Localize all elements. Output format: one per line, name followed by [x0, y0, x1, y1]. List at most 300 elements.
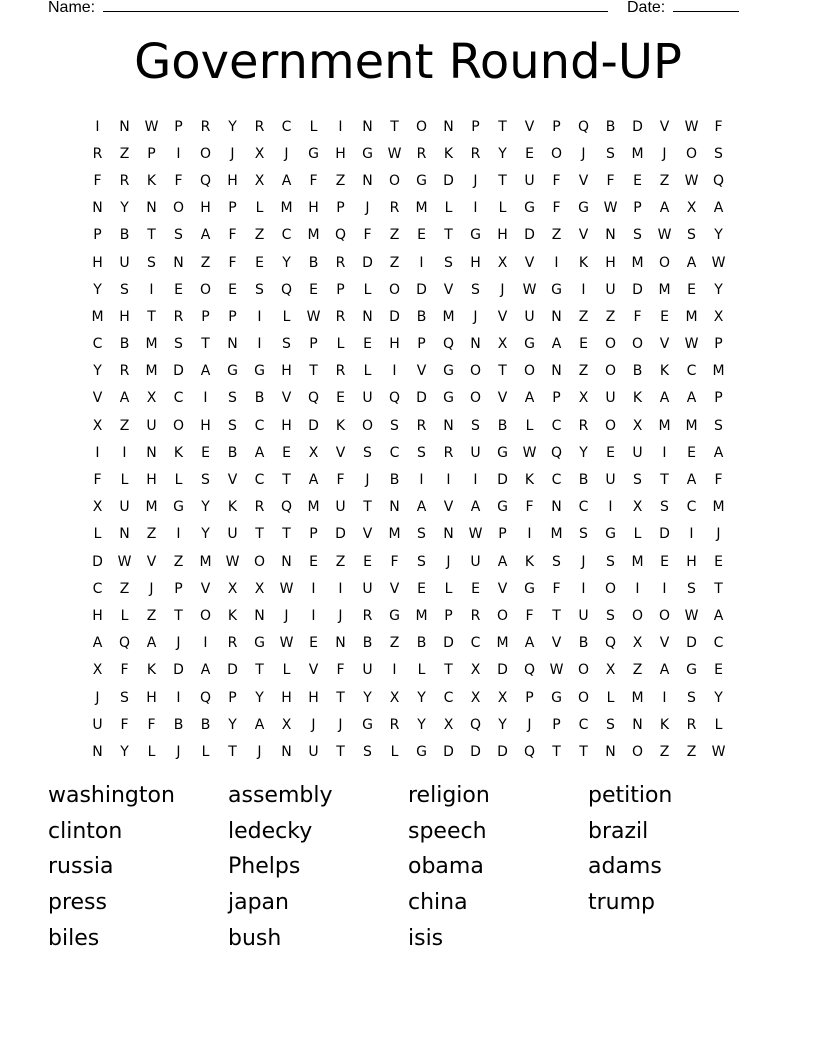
grid-letter: E [201, 444, 210, 461]
grid-letter: T [390, 118, 399, 135]
grid-letter: Y [714, 281, 723, 298]
word-list-item: bush [228, 925, 282, 951]
grid-letter: E [336, 390, 345, 407]
grid-letter: A [524, 390, 535, 407]
grid-letter: M [658, 281, 671, 298]
grid-letter: R [470, 145, 481, 162]
grid-letter: V [335, 444, 346, 461]
grid-letter: K [524, 472, 535, 489]
word-list-item: adams [588, 854, 662, 880]
word-list-item: press [48, 890, 107, 916]
grid-letter: V [524, 118, 535, 135]
grid-letter: X [92, 499, 103, 516]
word-list [48, 778, 768, 956]
grid-letter: N [605, 227, 616, 244]
grid-letter: W [225, 553, 240, 570]
grid-letter: Y [714, 227, 723, 244]
date-blank-line [673, 11, 739, 12]
grid-letter: T [444, 662, 453, 679]
grid-letter: B [605, 118, 616, 135]
grid-letter: A [713, 607, 724, 624]
grid-letter: H [605, 254, 616, 271]
grid-letter: I [176, 689, 181, 706]
grid-letter: N [443, 118, 454, 135]
grid-letter: M [631, 145, 644, 162]
grid-letter: G [362, 145, 373, 162]
grid-letter: K [146, 662, 157, 679]
word-list-item: isis [408, 925, 444, 951]
grid-letter: G [551, 689, 562, 706]
grid-letter: I [446, 472, 451, 489]
grid-letter: B [416, 308, 427, 325]
grid-letter: I [581, 281, 586, 298]
grid-letter: U [308, 743, 319, 760]
grid-letter: N [227, 336, 238, 353]
grid-letter: A [200, 662, 211, 679]
grid-letter: V [524, 254, 535, 271]
grid-letter: T [309, 363, 318, 380]
word-list-item: washington [48, 783, 175, 809]
grid-letter: N [632, 716, 643, 733]
grid-letter: T [336, 689, 345, 706]
grid-letter: G [389, 607, 400, 624]
grid-letter: X [470, 689, 481, 706]
grid-letter: R [686, 716, 697, 733]
grid-letter: G [443, 363, 454, 380]
grid-letter: B [632, 363, 643, 380]
grid-letter: S [282, 336, 291, 353]
grid-letter: U [92, 716, 103, 733]
grid-letter: M [685, 308, 698, 325]
grid-letter: W [522, 281, 537, 298]
grid-letter: X [443, 716, 454, 733]
grid-letter: R [173, 308, 184, 325]
grid-letter: B [119, 227, 130, 244]
grid-letter: N [362, 308, 373, 325]
grid-letter: O [604, 580, 617, 597]
grid-letter: W [117, 553, 132, 570]
grid-letter: X [227, 580, 238, 597]
grid-letter: A [659, 200, 670, 217]
grid-letter: W [711, 743, 726, 760]
grid-letter: J [176, 635, 181, 652]
grid-letter: L [714, 716, 723, 733]
word-list-item: china [408, 890, 468, 916]
grid-letter: L [525, 417, 534, 434]
grid-letter: P [552, 390, 561, 407]
grid-letter: N [281, 743, 292, 760]
grid-letter: G [227, 363, 238, 380]
grid-letter: E [309, 281, 318, 298]
grid-letter: B [578, 635, 589, 652]
grid-letter: K [659, 363, 670, 380]
grid-letter: C [686, 499, 697, 516]
grid-letter: Y [120, 743, 129, 760]
grid-letter: O [658, 254, 671, 271]
grid-letter: L [282, 308, 291, 325]
grid-letter: S [174, 336, 183, 353]
grid-letter: P [228, 200, 237, 217]
grid-letter: W [684, 172, 699, 189]
grid-letter: F [228, 227, 237, 244]
grid-letter: C [281, 227, 292, 244]
grid-letter: S [390, 417, 399, 434]
grid-letter: K [659, 716, 670, 733]
grid-letter: I [311, 580, 316, 597]
grid-letter: I [554, 254, 559, 271]
grid-letter: F [525, 499, 534, 516]
grid-letter: G [308, 145, 319, 162]
grid-letter: D [632, 281, 643, 298]
grid-letter: E [309, 635, 318, 652]
grid-letter: H [146, 689, 157, 706]
grid-letter: N [551, 499, 562, 516]
grid-letter: C [389, 444, 400, 461]
grid-letter: G [524, 580, 535, 597]
grid-letter: G [524, 200, 535, 217]
grid-letter: D [308, 417, 319, 434]
grid-letter: N [605, 743, 616, 760]
grid-letter: D [173, 363, 184, 380]
grid-letter: N [443, 417, 454, 434]
grid-letter: G [686, 662, 697, 679]
grid-letter: C [470, 635, 481, 652]
grid-letter: U [524, 172, 535, 189]
grid-letter: O [631, 607, 644, 624]
grid-letter: U [146, 417, 157, 434]
grid-letter: K [227, 499, 238, 516]
grid-letter: S [417, 553, 426, 570]
grid-letter: W [711, 254, 726, 271]
grid-letter: U [632, 444, 643, 461]
grid-letter: F [174, 172, 183, 189]
grid-letter: D [362, 254, 373, 271]
grid-letter: A [92, 635, 103, 652]
grid-letter: P [228, 689, 237, 706]
grid-letter: K [146, 172, 157, 189]
grid-letter: I [95, 118, 100, 135]
grid-letter: J [365, 472, 370, 489]
grid-letter: I [473, 472, 478, 489]
grid-letter: H [281, 417, 292, 434]
grid-letter: N [92, 200, 103, 217]
grid-letter: E [660, 308, 669, 325]
grid-letter: G [605, 526, 616, 543]
grid-letter: O [172, 417, 185, 434]
grid-letter: S [363, 444, 372, 461]
grid-letter: V [308, 662, 319, 679]
grid-letter: Q [604, 635, 617, 652]
grid-letter: J [581, 553, 586, 570]
grid-letter: I [419, 472, 424, 489]
grid-letter: X [632, 499, 643, 516]
grid-letter: T [498, 172, 507, 189]
grid-letter: X [713, 308, 724, 325]
grid-letter: O [604, 363, 617, 380]
grid-letter: O [199, 607, 212, 624]
grid-letter: M [307, 499, 320, 516]
grid-letter: K [173, 444, 184, 461]
grid-letter: P [174, 118, 183, 135]
grid-letter: S [606, 607, 615, 624]
name-blank-line [103, 11, 608, 12]
grid-letter: I [635, 580, 640, 597]
grid-letter: Z [605, 308, 616, 325]
grid-letter: N [92, 743, 103, 760]
grid-letter: G [416, 743, 427, 760]
grid-letter: F [336, 472, 345, 489]
grid-letter: P [174, 580, 183, 597]
grid-letter: O [577, 662, 590, 679]
grid-letter: L [363, 281, 372, 298]
grid-letter: J [662, 145, 667, 162]
grid-letter: Z [686, 743, 697, 760]
grid-letter: T [255, 662, 264, 679]
grid-letter: E [687, 281, 696, 298]
grid-letter: V [443, 281, 454, 298]
grid-letter: Y [120, 200, 129, 217]
grid-letter: L [120, 607, 129, 624]
grid-letter: L [498, 200, 507, 217]
grid-letter: Y [498, 716, 507, 733]
grid-letter: A [524, 635, 535, 652]
grid-letter: I [95, 444, 100, 461]
grid-letter: S [471, 281, 480, 298]
grid-letter: H [470, 254, 481, 271]
grid-letter: V [578, 172, 589, 189]
grid-letter: X [578, 390, 589, 407]
grid-letter: Z [119, 580, 130, 597]
word-list-item: ledecky [228, 818, 313, 844]
grid-letter: Z [659, 743, 670, 760]
grid-letter: U [605, 281, 616, 298]
grid-letter: M [280, 200, 293, 217]
grid-letter: D [416, 390, 427, 407]
grid-letter: I [392, 662, 397, 679]
grid-letter: F [120, 716, 129, 733]
grid-letter: A [200, 227, 211, 244]
grid-letter: L [282, 662, 291, 679]
word-list-item: assembly [228, 783, 333, 809]
grid-letter: Q [280, 499, 293, 516]
grid-letter: P [498, 526, 507, 543]
grid-letter: K [443, 145, 454, 162]
grid-letter: C [281, 118, 292, 135]
grid-letter: E [660, 553, 669, 570]
grid-letter: R [227, 635, 238, 652]
grid-letter: I [203, 390, 208, 407]
grid-letter: C [443, 689, 454, 706]
grid-letter: B [200, 716, 211, 733]
grid-letter: X [281, 716, 292, 733]
grid-letter: W [657, 227, 672, 244]
grid-letter: V [362, 526, 373, 543]
grid-letter: K [335, 417, 346, 434]
grid-letter: A [254, 716, 265, 733]
grid-letter: M [199, 553, 212, 570]
grid-letter: E [174, 281, 183, 298]
grid-letter: W [684, 118, 699, 135]
grid-letter: I [473, 200, 478, 217]
grid-letter: G [173, 499, 184, 516]
grid-letter: Z [632, 662, 643, 679]
grid-letter: E [363, 336, 372, 353]
grid-letter: O [469, 390, 482, 407]
grid-letter: B [389, 472, 400, 489]
grid-letter: V [227, 472, 238, 489]
grid-letter: N [146, 444, 157, 461]
grid-letter: D [335, 526, 346, 543]
grid-letter: O [577, 689, 590, 706]
grid-letter: I [122, 444, 127, 461]
grid-letter: M [415, 200, 428, 217]
grid-letter: Y [93, 363, 102, 380]
grid-letter: V [497, 308, 508, 325]
grid-letter: A [659, 662, 670, 679]
grid-letter: C [254, 417, 265, 434]
grid-letter: L [147, 743, 156, 760]
grid-letter: T [714, 580, 723, 597]
grid-letter: Z [200, 254, 211, 271]
grid-letter: Y [255, 689, 264, 706]
grid-letter: B [416, 635, 427, 652]
grid-letter: T [444, 227, 453, 244]
grid-letter: C [173, 390, 184, 407]
grid-letter: D [497, 743, 508, 760]
grid-letter: L [363, 363, 372, 380]
grid-letter: B [119, 336, 130, 353]
grid-letter: V [551, 635, 562, 652]
grid-letter: H [389, 336, 400, 353]
grid-letter: Z [389, 635, 400, 652]
grid-letter: L [633, 526, 642, 543]
grid-letter: X [254, 145, 265, 162]
grid-letter: O [415, 118, 428, 135]
grid-letter: S [201, 472, 210, 489]
grid-letter: L [336, 336, 345, 353]
grid-letter: V [659, 336, 670, 353]
grid-letter: M [307, 227, 320, 244]
word-list-item: clinton [48, 818, 123, 844]
grid-letter: U [227, 526, 238, 543]
grid-letter: S [660, 499, 669, 516]
grid-letter: H [686, 553, 697, 570]
grid-letter: O [469, 363, 482, 380]
grid-letter: J [284, 607, 289, 624]
grid-letter: V [389, 580, 400, 597]
grid-letter: V [497, 580, 508, 597]
grid-letter: G [470, 227, 481, 244]
grid-letter: A [686, 390, 697, 407]
grid-letter: Z [659, 172, 670, 189]
grid-letter: R [119, 363, 130, 380]
grid-letter: E [525, 145, 534, 162]
grid-letter: T [660, 472, 669, 489]
grid-letter: N [470, 336, 481, 353]
grid-letter: O [631, 743, 644, 760]
grid-letter: H [308, 200, 319, 217]
grid-letter: P [336, 281, 345, 298]
grid-letter: W [684, 336, 699, 353]
grid-letter: P [147, 145, 156, 162]
grid-letter: X [632, 417, 643, 434]
grid-letter: M [145, 336, 158, 353]
grid-letter: X [686, 200, 697, 217]
grid-letter: R [443, 444, 454, 461]
grid-letter: M [145, 499, 158, 516]
grid-letter: V [659, 118, 670, 135]
grid-letter: G [362, 716, 373, 733]
grid-letter: E [606, 444, 615, 461]
grid-letter: U [362, 580, 373, 597]
grid-letter: I [527, 526, 532, 543]
grid-letter: J [581, 145, 586, 162]
grid-letter: R [416, 417, 427, 434]
grid-letter: S [363, 743, 372, 760]
grid-letter: Y [201, 499, 210, 516]
grid-letter: M [550, 526, 563, 543]
grid-letter: G [497, 499, 508, 516]
grid-letter: U [362, 390, 373, 407]
grid-letter: N [362, 172, 373, 189]
grid-letter: U [470, 444, 481, 461]
grid-letter: T [336, 743, 345, 760]
grid-letter: A [659, 390, 670, 407]
grid-letter: S [606, 716, 615, 733]
grid-letter: W [684, 607, 699, 624]
grid-letter: Q [280, 281, 293, 298]
grid-letter: Y [93, 281, 102, 298]
grid-letter: R [578, 417, 589, 434]
grid-letter: G [254, 635, 265, 652]
grid-letter: F [606, 172, 615, 189]
grid-letter: H [281, 363, 292, 380]
grid-letter: A [497, 553, 508, 570]
grid-letter: U [470, 553, 481, 570]
grid-letter: N [119, 526, 130, 543]
grid-letter: S [687, 580, 696, 597]
grid-letter: C [578, 716, 589, 733]
grid-letter: Y [417, 716, 426, 733]
grid-letter: M [658, 417, 671, 434]
grid-letter: E [417, 227, 426, 244]
grid-letter: X [389, 689, 400, 706]
grid-letter: B [578, 472, 589, 489]
grid-letter: O [388, 172, 401, 189]
grid-letter: Q [199, 689, 212, 706]
grid-letter: L [444, 200, 453, 217]
grid-letter: H [92, 254, 103, 271]
grid-letter: T [282, 526, 291, 543]
grid-letter: I [392, 363, 397, 380]
grid-letter: P [201, 308, 210, 325]
grid-letter: I [203, 635, 208, 652]
grid-letter: Q [712, 172, 725, 189]
grid-letter: D [524, 227, 535, 244]
grid-letter: N [281, 553, 292, 570]
grid-letter: F [390, 553, 399, 570]
grid-letter: U [335, 499, 346, 516]
grid-letter: D [227, 662, 238, 679]
grid-letter: T [363, 499, 372, 516]
grid-letter: B [254, 390, 265, 407]
grid-letter: T [498, 118, 507, 135]
grid-letter: D [632, 118, 643, 135]
grid-letter: H [281, 689, 292, 706]
grid-letter: H [335, 145, 346, 162]
grid-letter: E [714, 553, 723, 570]
grid-letter: D [443, 172, 454, 189]
